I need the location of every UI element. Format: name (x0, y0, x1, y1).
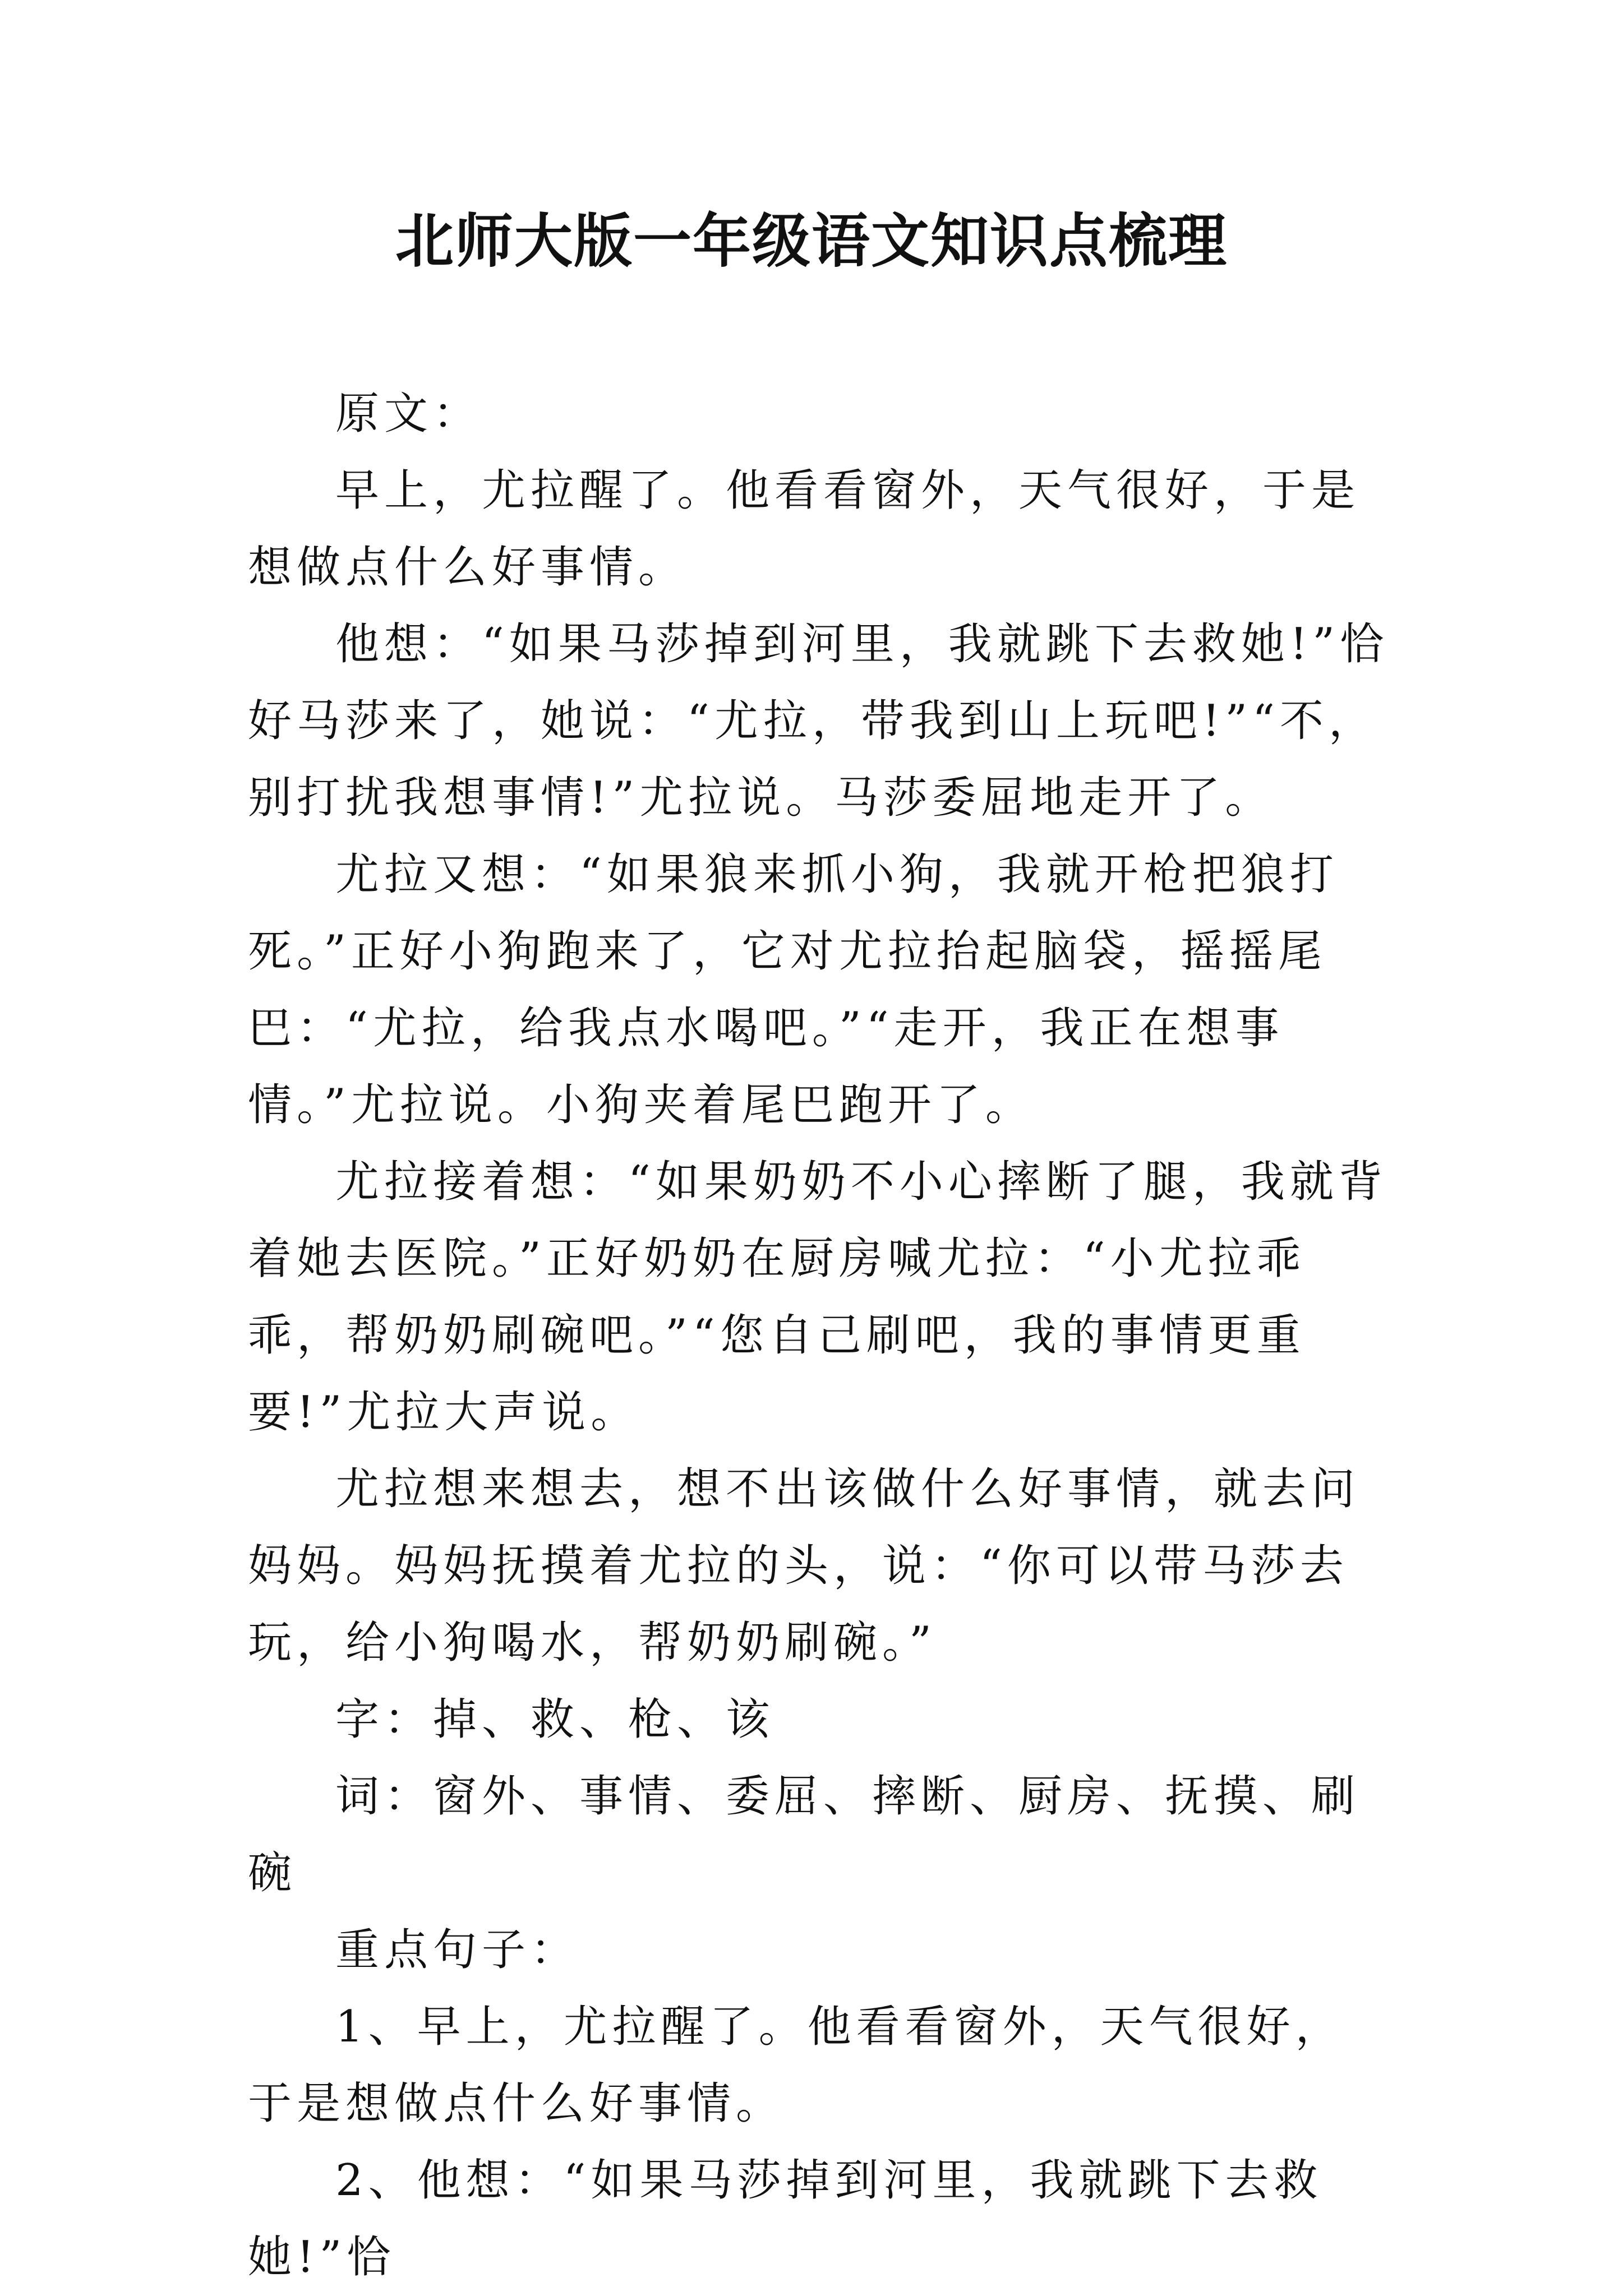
paragraph-key-sentence-1: 1、早上，尤拉醒了。他看看窗外，天气很好，于是想做点什么好事情。 (248, 2002, 1344, 2129)
document-body (248, 376, 1392, 2296)
paragraph-key-sentences-label: 重点句子： (335, 1925, 580, 1975)
paragraph-mother: 尤拉想来想去，想不出该做什么好事情，就去问妈妈。妈妈抚摸着尤拉的头，说：“你可以带马莎去玩，给小狗喝水，帮奶奶刷碗。” (248, 1464, 1361, 1668)
paragraph-original-label: 原文： (335, 389, 482, 439)
paragraph-puppy: 尤拉又想：“如果狼来抓小狗，我就开枪把狼打死。”正好小狗跑来了，它对尤拉抬起脑袋，摇摇尾巴：“尤拉，给我点水喝吧。”“走开，我正在想事情。”尤拉说。小狗夹着尾巴跑开了。 (248, 849, 1339, 1130)
paragraph-morning: 早上，尤拉醒了。他看看窗外，天气很好，于是想做点什么好事情。 (248, 465, 1361, 593)
paragraph-key-sentence-2: 2、他想：“如果马莎掉到河里，我就跳下去救她!”恰 (248, 2155, 1323, 2283)
paragraph-masha: 他想：“如果马莎掉到河里，我就跳下去救她!”恰好马莎来了，她说：“尤拉，带我到山上玩吧!”“不，别打扰我想事情!”尤拉说。马莎委屈地走开了。 (248, 619, 1389, 823)
document-title: 北师大版一年级语文知识点梳理 (395, 206, 1228, 275)
paragraph-characters: 字：掉、救、枪、该 (335, 1694, 775, 1745)
paragraph-words: 词：窗外、事情、委屈、摔断、厨房、抚摸、刷碗 (248, 1771, 1361, 1898)
paragraph-grandma: 尤拉接着想：“如果奶奶不小心摔断了腿，我就背着她去医院。”正好奶奶在厨房喊尤拉：“小尤拉乖乖，帮奶奶刷碗吧。”“您自己刷吧，我的事情更重要!”尤拉大声说。 (248, 1157, 1387, 1438)
